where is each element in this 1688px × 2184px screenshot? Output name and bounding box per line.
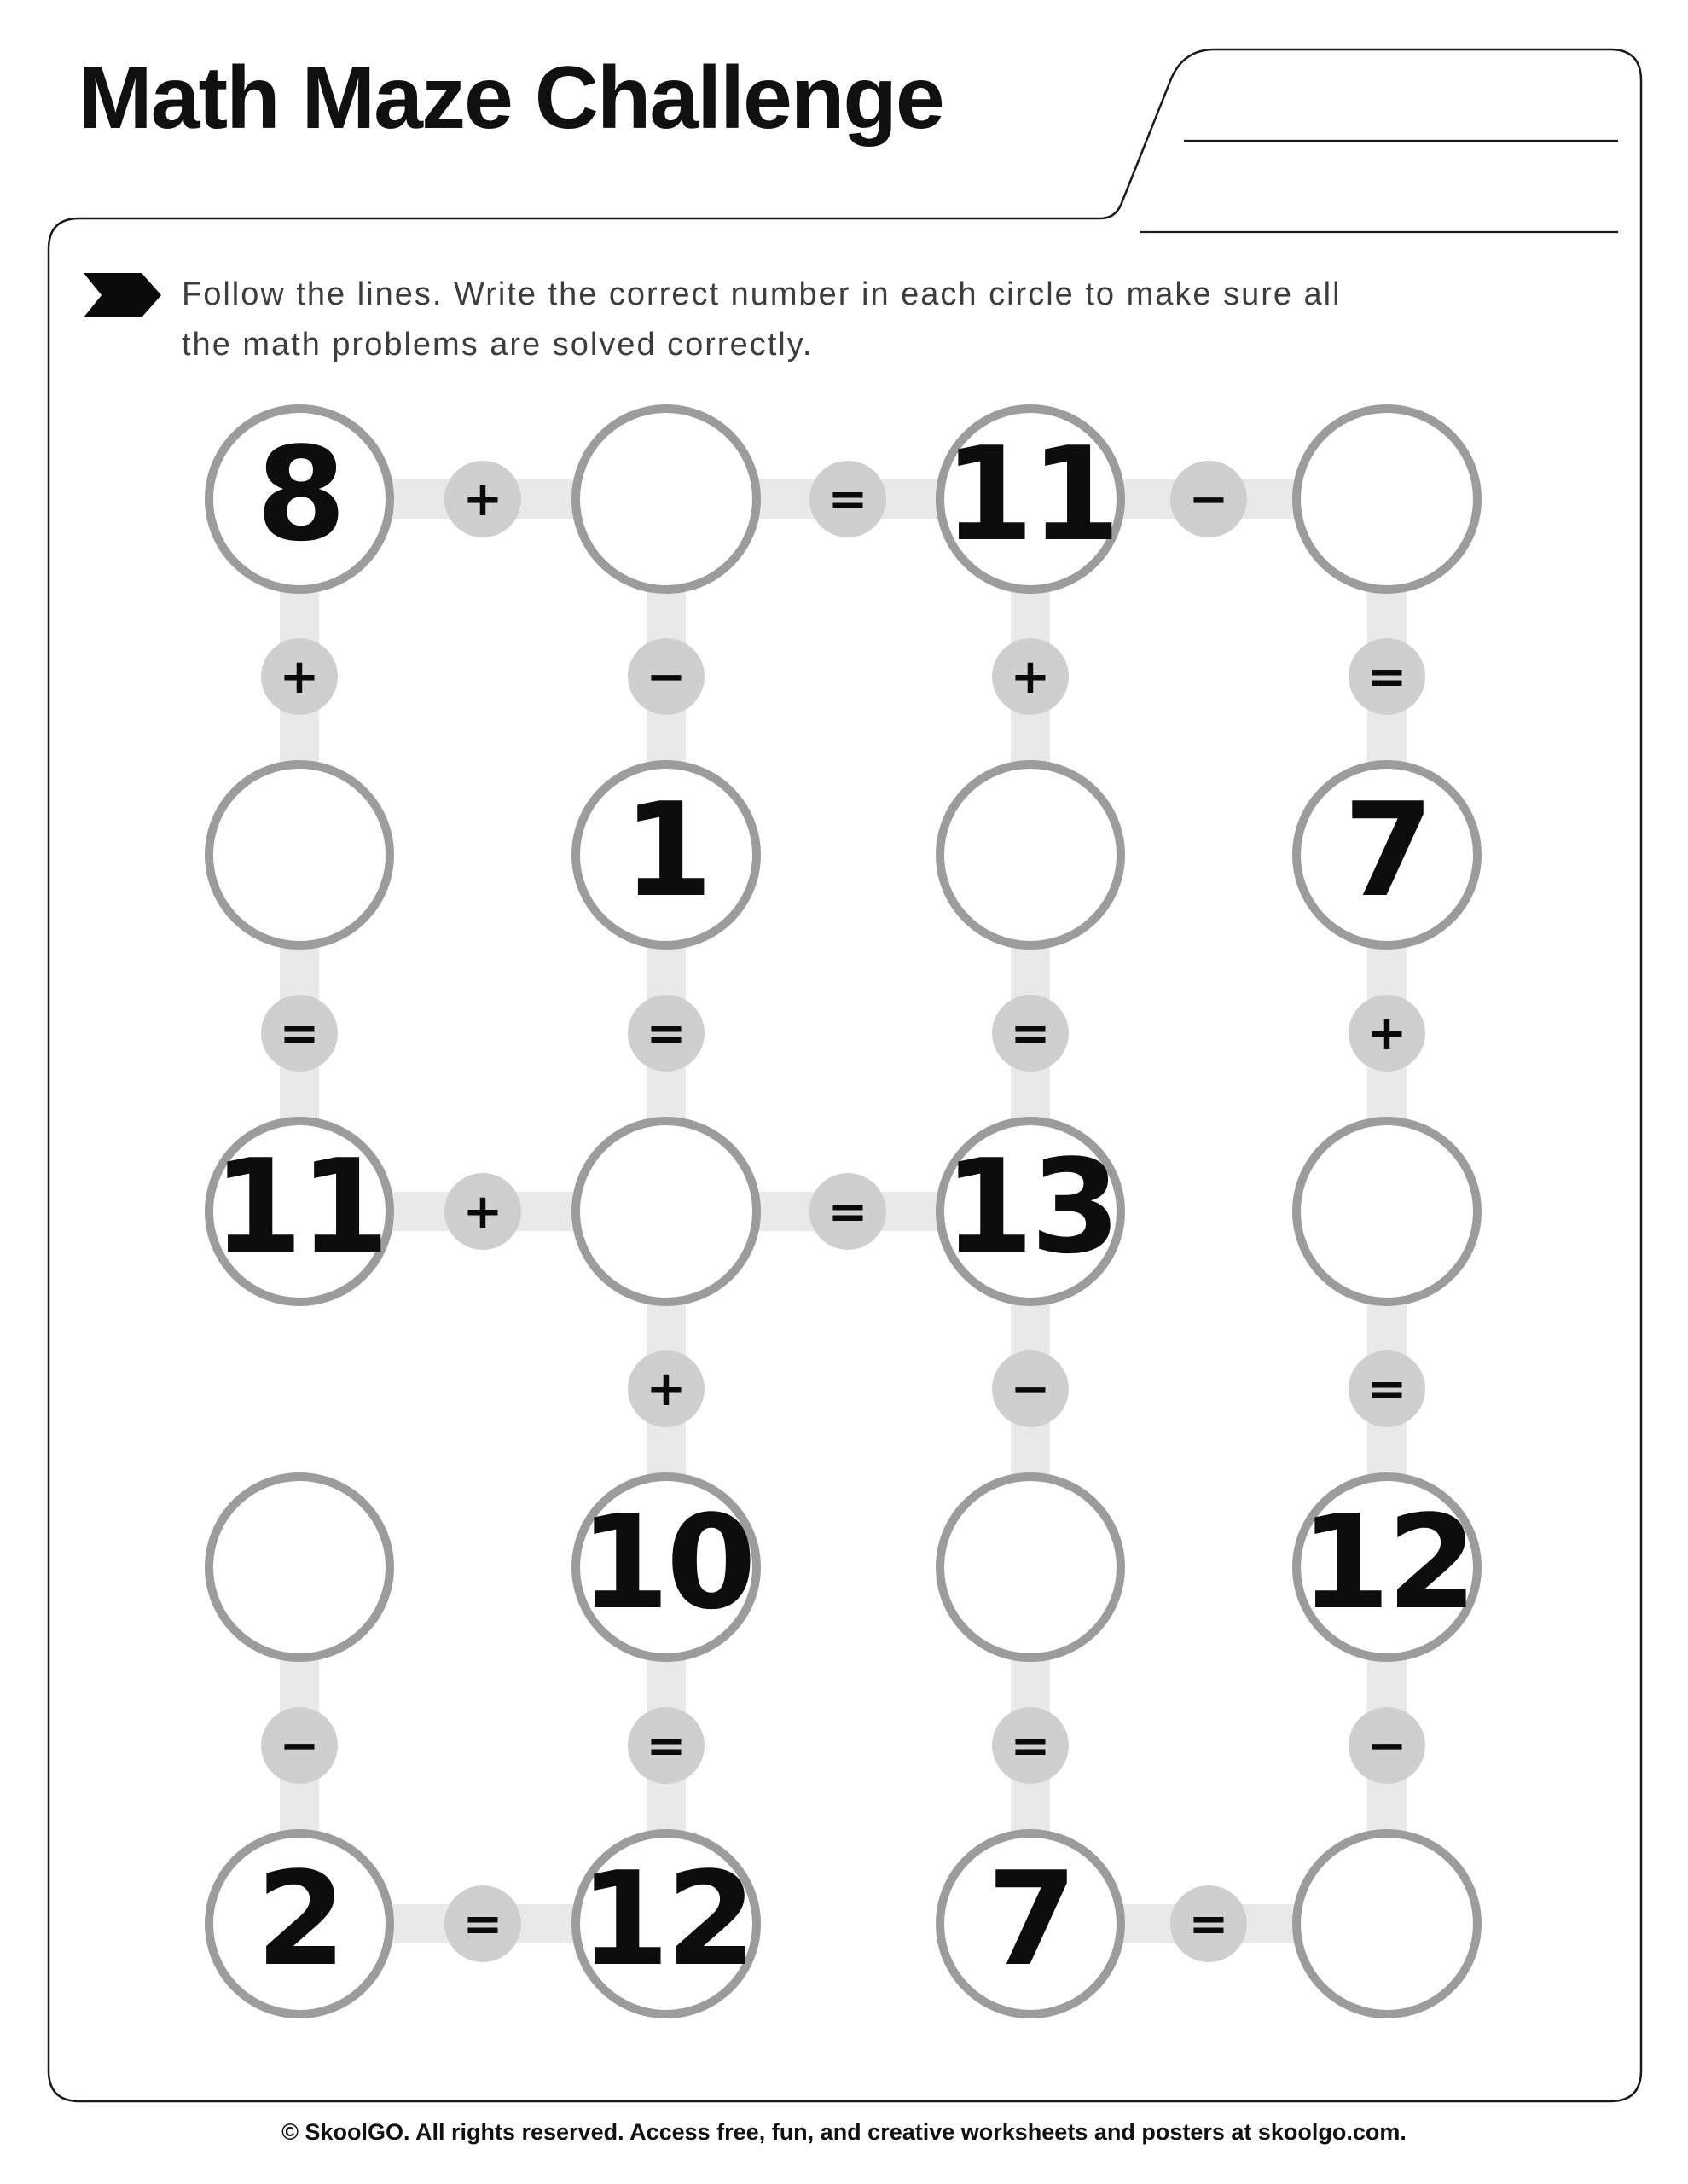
operator-symbol: +	[646, 1361, 687, 1417]
operator-symbol: +	[279, 648, 320, 705]
op-plus	[261, 638, 338, 715]
answer-circle[interactable]	[1292, 1829, 1482, 2018]
op-equals	[628, 1707, 705, 1784]
number-circle	[571, 1472, 761, 1662]
op-plus	[628, 1350, 705, 1427]
op-equals	[628, 995, 705, 1072]
op-equals	[992, 1707, 1069, 1784]
operator-symbol: =	[1366, 648, 1407, 705]
instruction-line-2: the math problems are solved correctly.	[182, 327, 814, 363]
number-circle	[205, 1117, 394, 1306]
operator-symbol: =	[1010, 1005, 1051, 1061]
operator-symbol: −	[1366, 1717, 1407, 1774]
answer-circle[interactable]	[571, 404, 761, 594]
number-circle	[936, 1829, 1125, 2018]
cell-value: 12	[1300, 1486, 1474, 1638]
operator-symbol: +	[462, 1183, 503, 1240]
footer-copyright: © SkoolGO. All rights reserved. Access free, fun, and creative worksheets and posters at skoolgo.com.	[281, 2119, 1407, 2145]
number-circle	[1292, 1472, 1482, 1662]
op-equals	[1349, 1350, 1425, 1427]
operator-symbol: +	[1366, 1005, 1407, 1061]
answer-circle[interactable]	[205, 1472, 394, 1662]
number-circle	[205, 404, 394, 594]
op-minus	[261, 1707, 338, 1784]
cell-value: 1	[623, 774, 710, 926]
op-equals	[809, 461, 886, 537]
op-equals	[444, 1885, 521, 1962]
operator-symbol: −	[279, 1717, 320, 1774]
instruction-text	[182, 270, 1598, 370]
operator-symbol: −	[1188, 471, 1229, 527]
operator-symbol: =	[646, 1005, 687, 1061]
op-equals	[1349, 638, 1425, 715]
op-minus	[992, 1350, 1069, 1427]
number-circle	[936, 1117, 1125, 1306]
cell-value: 7	[987, 1843, 1074, 1995]
operator-symbol: =	[827, 1183, 868, 1240]
op-minus	[1349, 1707, 1425, 1784]
op-minus	[628, 638, 705, 715]
op-minus	[1170, 461, 1247, 537]
cell-value: 10	[579, 1486, 753, 1638]
answer-circle[interactable]	[1292, 1117, 1482, 1306]
op-equals	[992, 995, 1069, 1072]
instruction-line-1: Follow the lines. Write the correct number in each circle to make sure all	[182, 276, 1342, 312]
operator-symbol: +	[1010, 648, 1051, 705]
op-equals	[261, 995, 338, 1072]
op-plus	[1349, 995, 1425, 1072]
op-plus	[444, 1173, 521, 1250]
number-circle	[1292, 760, 1482, 950]
answer-circle[interactable]	[936, 1472, 1125, 1662]
operator-symbol: =	[646, 1717, 687, 1774]
operator-symbol: =	[827, 471, 868, 527]
cell-value: 11	[212, 1130, 386, 1282]
answer-circle[interactable]	[936, 760, 1125, 950]
arrow-marker-icon	[84, 273, 162, 317]
answer-circle[interactable]	[205, 760, 394, 950]
operator-symbol: =	[1188, 1896, 1229, 1952]
operator-symbol: =	[1010, 1717, 1051, 1774]
op-plus	[444, 461, 521, 537]
operator-symbol: −	[646, 648, 687, 705]
number-circle	[571, 760, 761, 950]
answer-circle[interactable]	[571, 1117, 761, 1306]
operator-symbol: −	[1010, 1361, 1051, 1417]
op-equals	[1170, 1885, 1247, 1962]
answer-circle[interactable]	[1292, 404, 1482, 594]
cell-value: 13	[943, 1130, 1117, 1282]
op-equals	[809, 1173, 886, 1250]
number-circle	[571, 1829, 761, 2018]
operator-symbol: +	[462, 471, 503, 527]
cell-value: 2	[256, 1843, 343, 1995]
cell-value: 11	[943, 418, 1117, 570]
operator-symbol: =	[279, 1005, 320, 1061]
operator-symbol: =	[462, 1896, 503, 1952]
op-plus	[992, 638, 1069, 715]
cell-value: 12	[579, 1843, 753, 1995]
cell-value: 8	[256, 418, 343, 570]
operator-symbol: =	[1366, 1361, 1407, 1417]
cell-value: 7	[1343, 774, 1430, 926]
number-circle	[936, 404, 1125, 594]
page-title: Math Maze Challenge	[78, 49, 943, 148]
number-circle	[205, 1829, 394, 2018]
